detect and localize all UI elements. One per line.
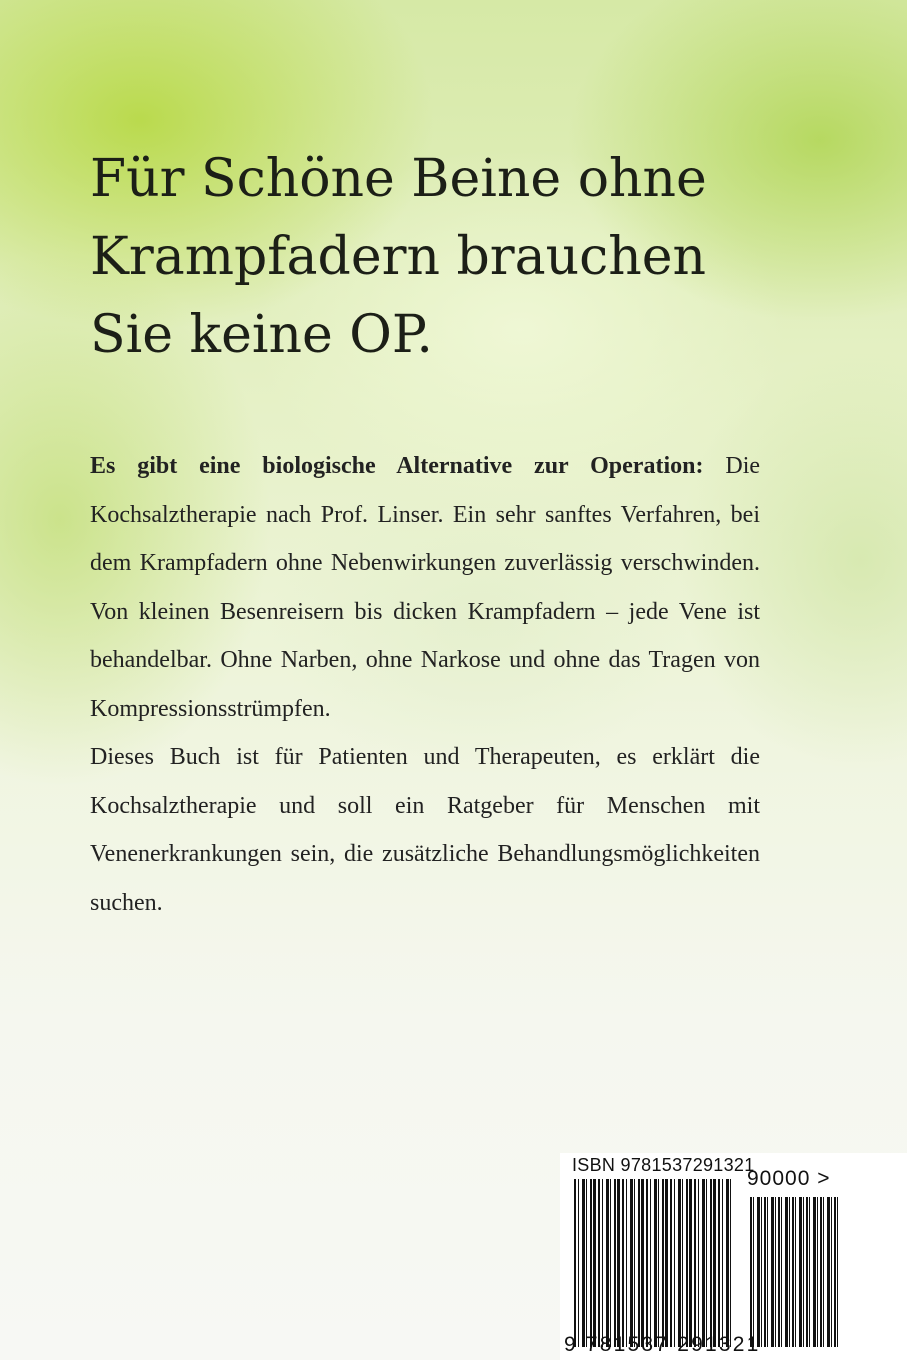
blurb-text-1: Die Kochsalztherapie nach Prof. Linser. Ein sehr sanftes Verfahren, bei dem Krampfadern ohne Nebenwirkungen zuverlässig verschwinden. Von kleinen Besenreisern bis dicken Krampfadern – jede Vene ist behandelbar. Ohne Narben, ohne Narkose und ohne das Tragen von Kompressionsstrümpfen. [90,453,761,722]
blurb-paragraph-2: Dieses Buch ist für Patienten und Therapeuten, es erklärt die Kochsalztherapie und soll ein Ratgeber für Menschen mit Venenerkrankungen sein, die zusätzliche Behandlungsmöglichkeiten suchen. [90,744,760,916]
price-addon-label: 90000 > [747,1167,831,1190]
barcode-bars-addon [750,1197,838,1347]
isbn-label: ISBN 9781537291321 [572,1155,755,1175]
blurb [90,442,760,927]
headline-line-1: Für Schöne Beine ohne [90,149,707,209]
barcode-digits: 9 781537 291321 [564,1333,761,1356]
barcode-bars-main [574,1179,734,1347]
headline-line-3: Sie keine OP. [90,305,433,365]
blurb-paragraph-1 [90,442,760,733]
isbn-barcode [560,1153,907,1360]
headline-line-2: Krampfadern brauchen [90,227,707,287]
blurb-lead: Es gibt eine biologische Alternative zur Operation: [90,453,704,479]
headline [90,140,850,374]
